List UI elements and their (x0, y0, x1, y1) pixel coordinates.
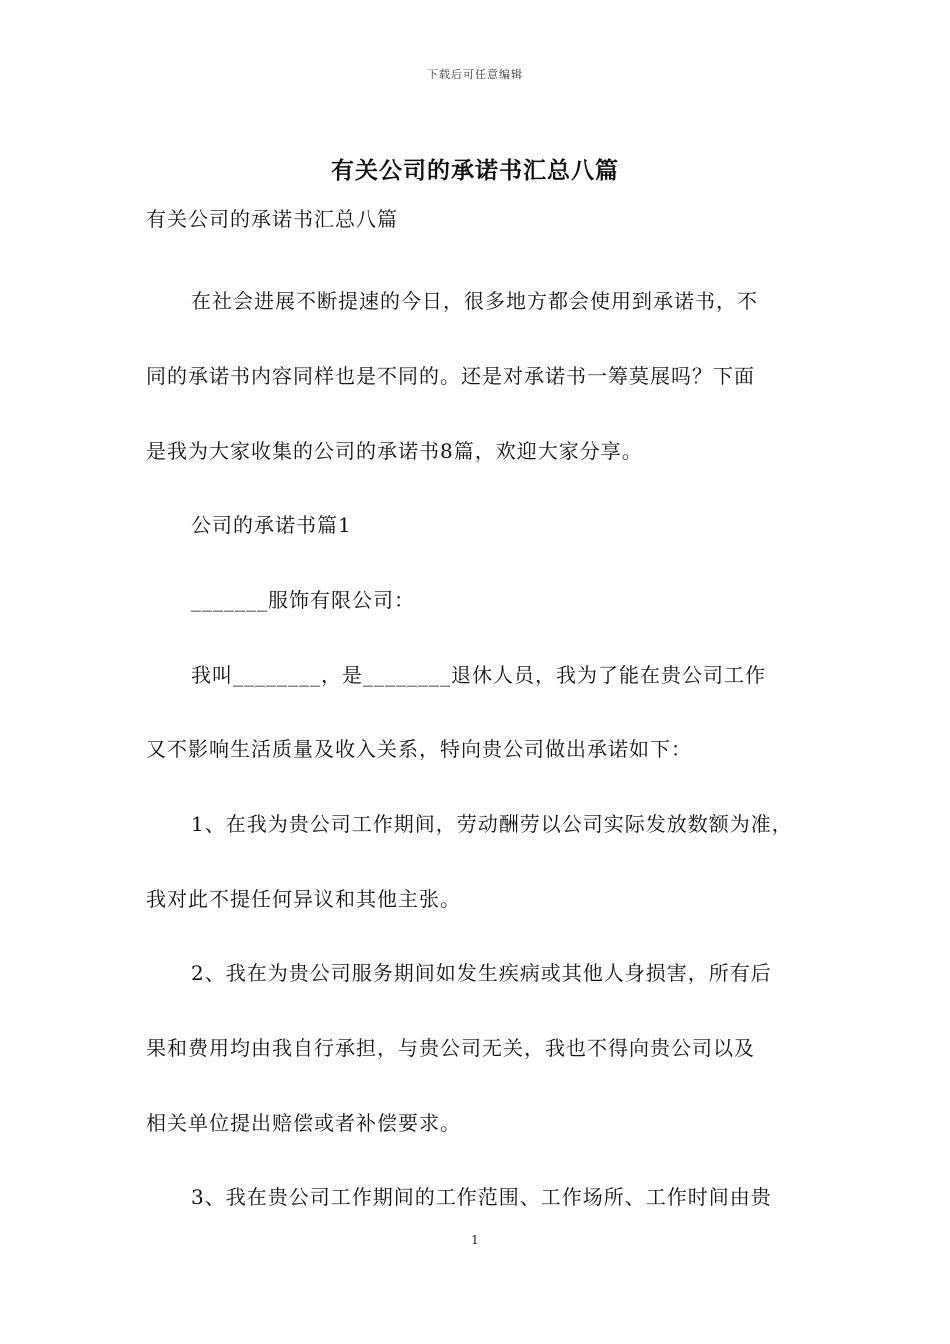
list-item-line: 相关单位提出赔偿或者补偿要求。 (146, 1111, 461, 1135)
list-item-line: 我对此不提任何异议和其他主张。 (146, 887, 461, 911)
subtitle-line: 有关公司的承诺书汇总八篇 (146, 207, 398, 231)
paragraph-line: 同的承诺书内容同样也是不同的。还是对承诺书一筹莫展吗？下面 (146, 364, 755, 388)
paragraph-line: 是我为大家收集的公司的承诺书8篇，欢迎大家分享。 (146, 439, 643, 463)
paragraph-line: 在社会进展不断提速的今日，很多地方都会使用到承诺书，不 (191, 289, 758, 313)
list-item-line: 3、我在贵公司工作期间的工作范围、工作场所、工作时间由贵 (191, 1185, 772, 1209)
header-note: 下载后可任意编辑 (427, 68, 523, 81)
paragraph-line: 又不影响生活质量及收入关系，特向贵公司做出承诺如下： (146, 737, 692, 761)
section-heading: 公司的承诺书篇1 (191, 513, 352, 537)
list-item-line: 果和费用均由我自行承担，与贵公司无关，我也不得向贵公司以及 (146, 1036, 755, 1060)
paragraph-line: 我叫________，是________退休人员，我为了能在贵公司工作 (191, 663, 766, 687)
list-item-line: 1、在我为贵公司工作期间，劳动酬劳以公司实际发放数额为准， (191, 812, 793, 836)
page-number: 1 (471, 1233, 479, 1247)
addressee-line: _______服饰有限公司： (191, 588, 415, 612)
document-title: 有关公司的承诺书汇总八篇 (331, 157, 619, 184)
list-item-line: 2、我在为贵公司服务期间如发生疾病或其他人身损害，所有后 (191, 961, 772, 985)
